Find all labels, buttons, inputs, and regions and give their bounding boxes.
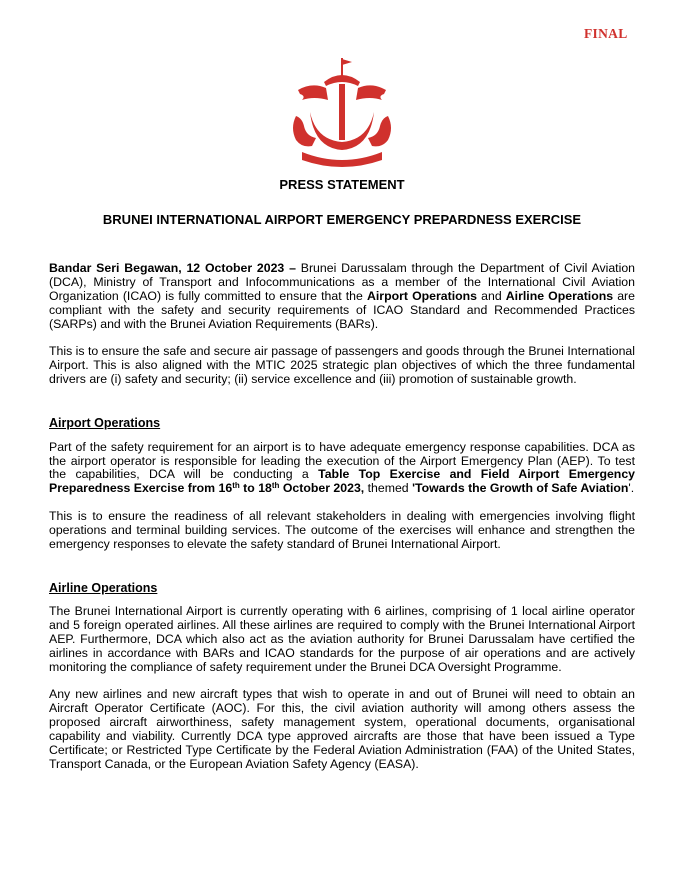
- airport-text: Part of the safety requirement for an airport is to have adequate emergency response capabilities. DCA as the airport operator is responsible for leading the execution of the Airport Emergency Plan (AEP). To test the capabilities, DCA will be conducting a: [49, 439, 635, 482]
- theme-end: '.: [628, 481, 635, 496]
- intro-bold-airport: Airport Operations: [366, 288, 478, 303]
- airline-operations-heading: Airline Operations: [49, 580, 158, 595]
- ordinal-sup-1: th: [232, 481, 240, 491]
- exercise-title-bold: Table Top Exercise and Field Airport Emergency Preparedness Exercise from 16: [49, 467, 636, 496]
- final-status-label: FINAL: [584, 26, 628, 41]
- intro-bold-airline: Airline Operations: [505, 288, 614, 303]
- page-subtitle: BRUNEI INTERNATIONAL AIRPORT EMERGENCY PREPARDNESS EXERCISE: [102, 212, 582, 227]
- document-body: [49, 262, 635, 785]
- intro-text-end: are compliant with the safety and security requirements of ICAO Standard and Recommended Practices (SARPs) and with the Brunei Aviation Requirements (BARs).: [49, 288, 635, 331]
- mtic-paragraph: This is to ensure the safe and secure air passage of passengers and goods through the Brunei International Airport. This is also aligned with the MTIC 2025 strategic plan objectives of which the three fundamental drivers are (i) safety and security; (ii) service excellence and (iii) promotion of sustainable growth.: [49, 344, 635, 386]
- theme-bold: 'Towards the Growth of Safe Aviation: [412, 481, 629, 496]
- exercise-date-to: to 18: [239, 481, 272, 496]
- airline-paragraph-2: Any new airlines and new aircraft types that wish to operate in and out of Brunei will need to obtain an Aircraft Operator Certificate (AOC). For this, the civil aviation authority will among others assess the proposed aircraft airworthiness, safety management system, operational documents, organisational capability and viability. Currently DCA type approved aircrafts are those that have been issued a Type Certificate; or Restricted Type Certificate by the Federal Aviation Administration (FAA) of the United States, Transport Canada, or the European Aviation Safety Agency (EASA).: [49, 687, 635, 771]
- airline-paragraph-1: The Brunei International Airport is currently operating with 6 airlines, comprising of 1 local airline operator and 5 foreign operated airlines. All these airlines are required to comply with the Brunei International Airport AEP. Furthermore, DCA which also act as the aviation authority for Brunei Darussalam have certified the airlines in accordance with BARs and ICAO standards for the purpose of air operations and are actively monitoring the compliance of safety requirement under the Brunei DCA Oversight Programme.: [49, 604, 635, 675]
- themed-text: themed: [364, 481, 413, 496]
- ordinal-sup-2: th: [271, 481, 280, 491]
- intro-text: Brunei Darussalam through the Department of Civil Aviation (DCA), Ministry of Transport and Infocommunications as a member of the International Civil Aviation Organization (ICAO) is fully committed to ensure that the: [49, 261, 635, 303]
- dateline: Bandar Seri Begawan, 12 October 2023 –: [49, 261, 296, 275]
- intro-paragraph: [49, 262, 635, 332]
- brunei-crest-icon: [282, 56, 402, 168]
- page-title: PRESS STATEMENT: [279, 177, 405, 192]
- intro-text-and: and: [477, 288, 506, 303]
- airport-operations-heading: Airport Operations: [49, 415, 161, 430]
- airport-paragraph-1: [49, 441, 635, 497]
- exercise-date-month: October 2023,: [279, 481, 365, 496]
- airport-paragraph-2: This is to ensure the readiness of all relevant stakeholders in dealing with emergencies involving flight operations and terminal building services. The outcome of the exercises will enhance and strengthen the emergency responses to elevate the safety standard of Brunei International Airport.: [49, 508, 635, 551]
